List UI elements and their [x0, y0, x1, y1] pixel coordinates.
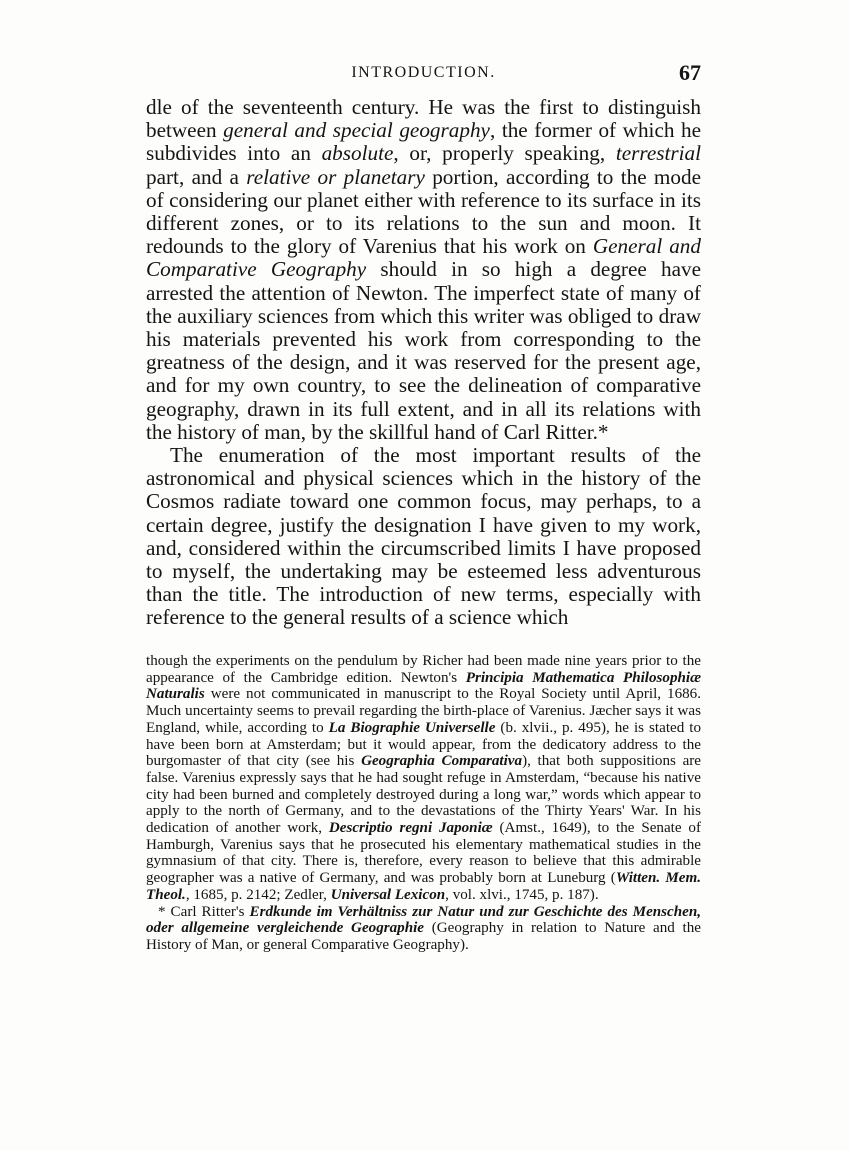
- page-number: 67: [679, 60, 701, 85]
- fn2-text-1: * Carl Ritter's: [158, 903, 250, 920]
- p1-text-5: portion, according to the mode of considering our planet either with reference to its surface in its different zones, or to its relations to the sun and moon. It redounds to the glory of Varenius that his work on: [146, 164, 702, 259]
- p1-italic-work-title: General and Comparative Geography: [146, 234, 701, 282]
- p1-italic-general-special: general and special geography: [223, 118, 490, 143]
- running-title: INTRODUCTION.: [351, 64, 496, 81]
- p1-italic-terrestrial: terrestrial: [615, 141, 701, 166]
- fn1-text-5: (Amst., 1649), to the Senate of Hamburgh, Varenius says that he prosecuted his elementary mathematical studies in the gymnasium of that city. There is, therefore, every reason to believe that this admirable geographer was a native of Germany, and was probably born at Luneburg (: [146, 820, 701, 887]
- footnotes: [146, 653, 701, 954]
- p1-italic-relative-planetary: relative or planetary: [246, 164, 425, 189]
- fn1-text-6: , 1685, p. 2142; Zedler,: [185, 886, 331, 903]
- p1-text-6: should in so high a degree have arrested the attention of Newton. The imperfect state of many of the auxiliary sciences from which this writer was obliged to draw his materials prevented his work from corresponding to the greatness of the design, and it was reserved for the present age, and for my own country, to see the delineation of comparative geography, drawn in its full extent, and in all its relations with the history of man, by the skillful hand of Carl Ritter.*: [146, 257, 701, 444]
- fn1-title-principia: Principia Mathematica Philosophiæ Naturalis: [146, 669, 701, 703]
- fn1-text-4: ), that both suppositions are false. Varenius expressly says that he had sought refuge in Amsterdam, “because his native city had been burned and completely destroyed during a long war,” words which appear to apply to the north of Germany, and to the devastations of the Thirty Years' War. In his dedication of another work,: [146, 753, 701, 837]
- p1-text-1: dle of the seventeenth century. He was the first to distinguish between: [146, 95, 701, 143]
- footnote-ritter: [146, 904, 701, 954]
- running-head: [146, 60, 701, 90]
- fn1-title-geographia: Geographia Comparativa: [361, 753, 523, 770]
- paragraph-2: The enumeration of the most important results of the astronomical and physical sciences which in the history of the Cosmos radiate toward one common focus, may perhaps, to a certain degree, justify the designation I have given to my work, and, considered within the circumscribed limits I have proposed to myself, the undertaking may be esteemed less adventurous than the title. The introduction of new terms, especially with reference to the general results of a science which: [146, 443, 701, 630]
- fn1-text-3: (b. xlvii., p. 495), he is stated to have been born at Amsterdam; but it would appear, from the dedicatory address to the burgomaster of that city (see his: [146, 719, 701, 770]
- fn2-text-2: (Geography in relation to Nature and the History of Man, or general Comparative Geography).: [146, 920, 701, 953]
- p1-text-3: , or, properly speaking,: [393, 141, 616, 166]
- fn1-title-biographie: La Biographie Universelle: [328, 719, 496, 736]
- fn1-text-2: were not communicated in manuscript to the Royal Society until April, 1686. Much uncertainty seems to prevail regarding the birth-place of Varenius. Jæcher says it was England, while, according to: [146, 686, 701, 736]
- fn1-text-7: , vol. xlvi., 1745, p. 187).: [445, 886, 599, 903]
- fn1-title-witten: Witten. Mem. Theol.: [146, 870, 701, 903]
- fn1-title-descriptio: Descriptio regni Japoniæ: [328, 820, 493, 837]
- fn1-title-lexicon: Universal Lexicon: [330, 886, 446, 903]
- p1-text-2: , the former of which he subdivides into an: [146, 118, 701, 166]
- p1-text-4: part, and a: [146, 164, 247, 189]
- fn1-text-1: though the experiments on the pendulum by Richer had been made nine years prior to the appearance of the Cambridge edition. Newton's: [146, 653, 701, 686]
- fn2-title-erdkunde: Erdkunde im Verhältniss zur Natur und zur Geschichte des Menschen, oder allgemeine vergleichende Geographie: [146, 903, 701, 937]
- paragraph-1: [146, 96, 701, 444]
- main-text: [146, 96, 701, 630]
- p1-italic-absolute: absolute: [321, 141, 394, 166]
- footnote-continued: [146, 653, 701, 904]
